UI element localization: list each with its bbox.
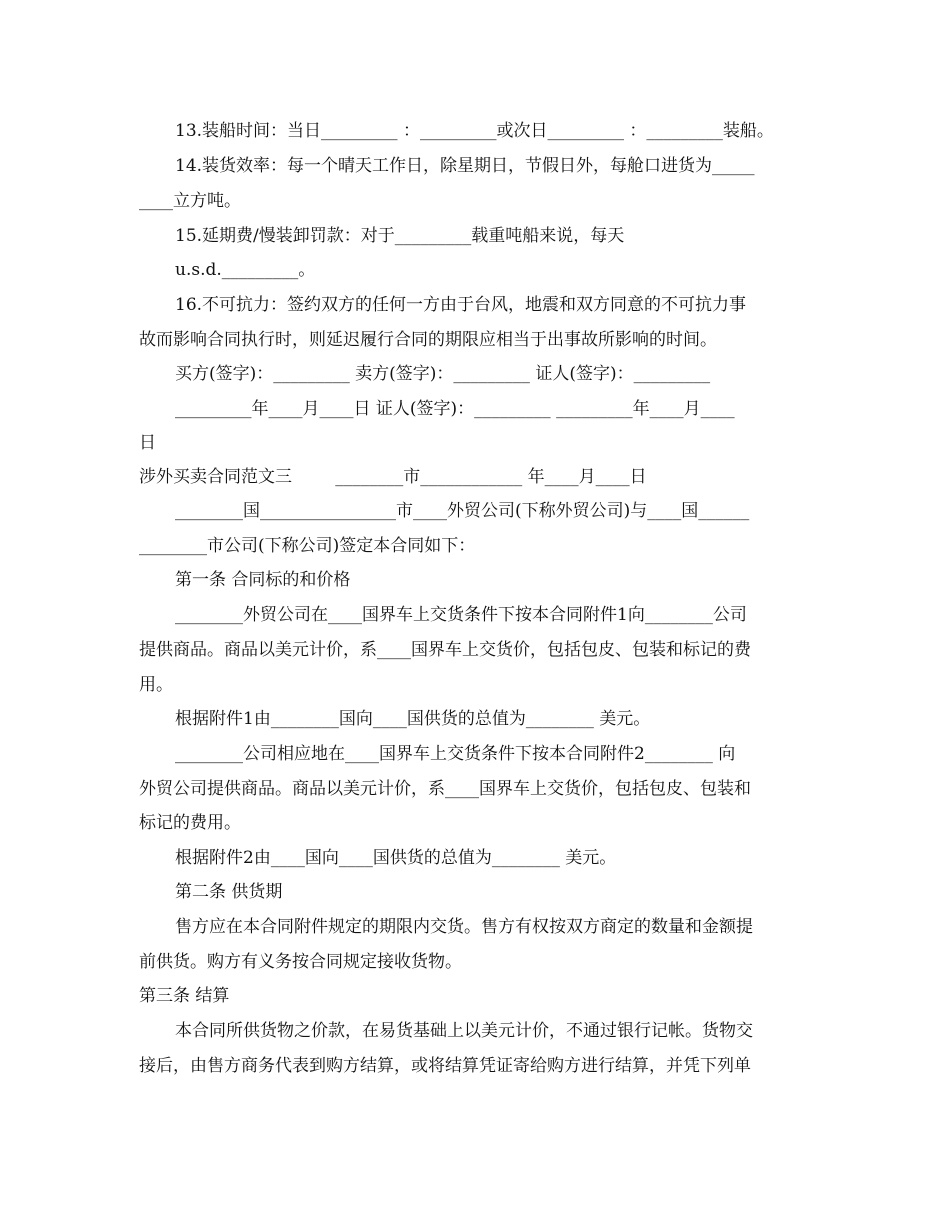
article-1-total-2: 根据附件2由____国向____国供货的总值为________ 美元。 (175, 848, 617, 868)
article-1-para-1-end: 用。 (139, 675, 173, 695)
signature-date-continued: 日 (139, 433, 156, 453)
clause-15-amount: u.s.d._________。 (175, 260, 316, 280)
article-2-para: 售方应在本合同附件规定的期限内交货。售方有权按双方商定的数量和金额提 (175, 917, 753, 937)
parties-line: ________国________________市____外贸公司(下称外贸公司)与____国______ (175, 501, 750, 521)
article-3-para-cont: 接后，由售方商务代表到购方结算，或将结算凭证寄给购方进行结算，并凭下列单 (139, 1056, 751, 1076)
article-1-total-1: 根据附件1由________国向____国供货的总值为________ 美元。 (175, 709, 651, 729)
parties-continued: ________市公司(下称公司)签定本合同如下： (139, 536, 476, 556)
article-1-para-1-cont: 提供商品。商品以美元计价，系____国界车上交货价，包括包皮、包装和标记的费 (139, 640, 751, 660)
clause-14-continued: ____立方吨。 (139, 191, 241, 211)
clause-16-continued: 故而影响合同执行时，则延迟履行合同的期限应相当于出事故所影响的时间。 (139, 330, 717, 350)
signature-line: 买方(签字)：_________ 卖方(签字)：_________ 证人(签字)：_________ (175, 364, 711, 384)
article-3-para: 本合同所供货物之价款，在易货基础上以美元计价，不通过银行记帐。货物交 (175, 1021, 753, 1041)
clause-16-force-majeure: 16.不可抗力：签约双方的任何一方由于台风，地震和双方同意的不可抗力事 (175, 295, 747, 315)
article-2-para-cont: 前供货。购方有义务按合同规定接收货物。 (139, 952, 462, 972)
article-1-para-2-cont: 外贸公司提供商品。商品以美元计价，系____国界车上交货价，包括包皮、包装和 (139, 779, 751, 799)
article-3-heading: 第三条 结算 (139, 986, 230, 1006)
article-1-heading: 第一条 合同标的和价格 (175, 570, 351, 590)
signature-date-line: _________年____月____日 证人(签字)：_________ _________年____月____ (175, 399, 735, 419)
article-1-para-2: ________公司相应地在____国界车上交货条件下按本合同附件2________ 向 (175, 744, 736, 764)
clause-14-loading-rate: 14.装货效率：每一个晴天工作日，除星期日，节假日外，每舱口进货为_____ (175, 156, 755, 176)
contract-three-heading: 涉外买卖合同范文三 ________市____________ 年____月____日 (139, 467, 647, 487)
article-1-para-2-end: 标记的费用。 (139, 813, 241, 833)
article-2-heading: 第二条 供货期 (175, 882, 283, 902)
clause-13-loading-time: 13.装船时间：当日_________ ：_________或次日_________ ：_________装船。 (175, 121, 774, 141)
clause-15-demurrage: 15.延期费/慢装卸罚款：对于_________载重吨船来说，每天 (175, 226, 625, 246)
article-1-para-1: ________外贸公司在____国界车上交货条件下按本合同附件1向________公司 (175, 605, 747, 625)
